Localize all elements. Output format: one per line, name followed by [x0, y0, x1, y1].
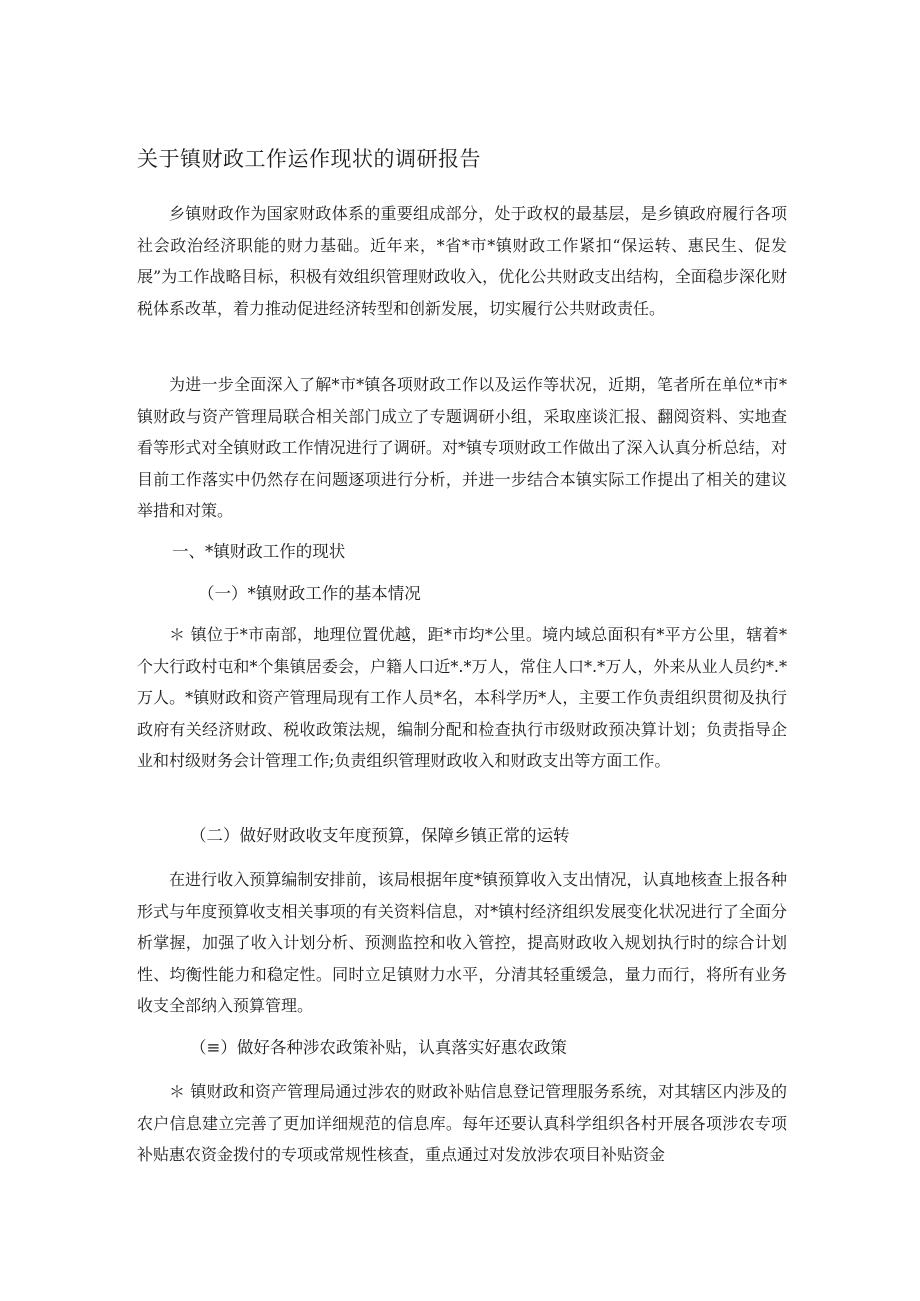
paragraph-intro: 乡镇财政作为国家财政体系的重要组成部分，处于政权的最基层，是乡镇政府履行各项社会政治经济职能的财力基础。近年来，*省*市*镇财政工作紧扣“保运转、惠民生、促发展”为工作战略目标，积极有效组织管理财政收入，优化公共财政支出结构，全面稳步深化财税体系改革，着力推动促进经济转型和创新发展，切实履行公共财政责任。	[137, 204, 787, 318]
document-title: 关于镇财政工作运作现状的调研报告	[137, 147, 481, 171]
paragraph-budget: 在进行收入预算编制安排前，该局根据年度*镇预算收入支出情况，认真地核查上报各种形式与年度预算收支相关事项的有关资料信息，对*镇村经济组织发展变化状况进行了全面分析掌握，加强了收入计划分析、预测监控和收入管控，提高财政收入规划执行时的综合计划性、均衡性能力和稳定性。同时立足镇财力水平，分清其轻重缓急，量力而行，将所有业务收支全部纳入预算管理。	[137, 870, 787, 1015]
subsection-heading-agricultural-subsidy: （≡）做好各种涉农政策补贴，认真落实好惠农政策	[190, 1038, 567, 1057]
paragraph-survey-purpose: 为进一步全面深入了解*市*镇各项财政工作以及运作等状况，近期，笔者所在单位*市*镇财政与资产管理局联合相关部门成立了专题调研小组，采取座谈汇报、翻阅资料、实地查看等形式对全镇财政工作情况进行了调研。对*镇专项财政工作做出了深入认真分析总结，对目前工作落实中仍然存在问题逐项进行分析，并进一步结合本镇实际工作提出了相关的建议举措和对策。	[137, 375, 787, 520]
paragraph-agricultural-subsidy: ＊ 镇财政和资产管理局通过涉农的财政补贴信息登记管理服务系统，对其辖区内涉及的农户信息建立完善了更加详细规范的信息库。每年还要认真科学组织各村开展各项涉农专项补贴惠农资金拨付的专项或常规性核查，重点通过对发放涉农项目补贴资金	[137, 1082, 787, 1164]
subsection-heading-basic-info: （一）*镇财政工作的基本情况	[198, 584, 421, 603]
paragraph-basic-info: ＊ 镇位于*市南部，地理位置优越，距*市均*公里。境内域总面积有*平方公里，辖着*个大行政村屯和*个集镇居委会，户籍人口近*.*万人，常住人口*.*万人，外来从业人员约*.*万人。*镇财政和资产管理局现有工作人员*名，本科学历*人，主要工作负责组织贯彻及执行政府有关经济财政、税收政策法规，编制分配和检查执行市级财政预决算计划；负责指导企业和村级财务会计管理工作;负责组织管理财政收入和财政支出等方面工作。	[137, 625, 787, 770]
section-heading-current-status: 一、*镇财政工作的现状	[172, 542, 346, 561]
subsection-heading-budget: （二）做好财政收支年度预算，保障乡镇正常的运转	[190, 826, 570, 845]
